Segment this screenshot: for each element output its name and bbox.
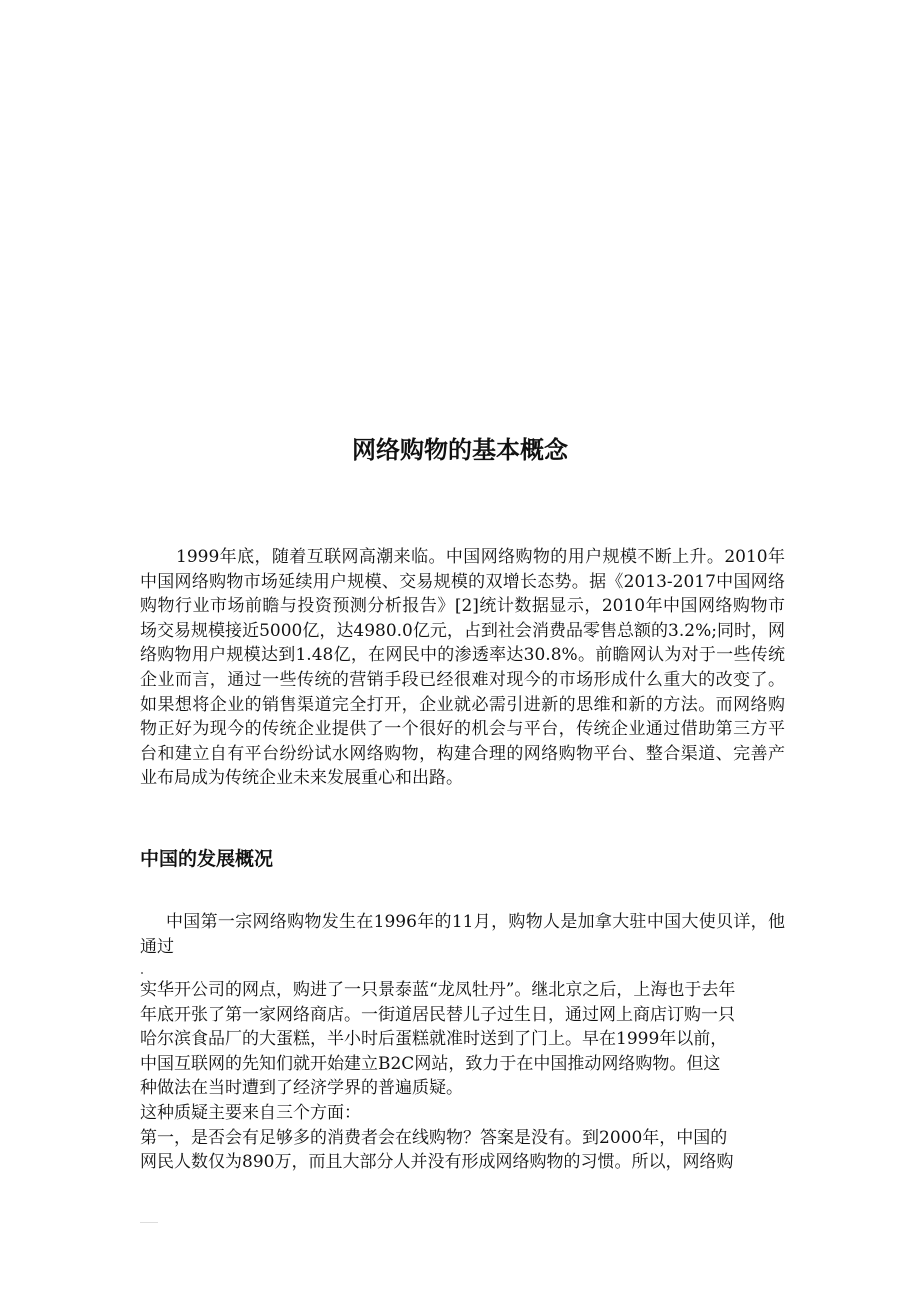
text-line: 第一，是否会有足够多的消费者会在线购物？答案是没有。到2000年，中国的 bbox=[140, 1127, 728, 1148]
text-line: 这种质疑主要来自三个方面： bbox=[140, 1102, 361, 1123]
section-heading: 中国的发展概况 bbox=[140, 848, 274, 870]
text-marker bbox=[141, 972, 143, 974]
section-paragraph-1: 中国第一宗网络购物发生在1996年的11月，购物人是加拿大驻中国大使贝详，他通过 bbox=[140, 912, 785, 957]
text-line: 实华开公司的网点，购进了一只景泰蓝“龙凤牡丹”。继北京之后，上海也于去年 bbox=[140, 980, 736, 1000]
section-paragraph-2 bbox=[140, 978, 785, 1175]
document-title: 网络购物的基本概念 bbox=[352, 436, 568, 464]
text-line: 中国互联网的先知们就开始建立B2C网站，致力于在中国推动网络购物。但这 bbox=[140, 1053, 721, 1074]
text-line: 网民人数仅为890万，而且大部分人并没有形成网络购物的习惯。所以，网络购 bbox=[140, 1152, 734, 1173]
text-line: 哈尔滨食品厂的大蛋糕，半小时后蛋糕就准时送到了门上。早在1999年以前， bbox=[140, 1029, 728, 1050]
text-line: 种做法在当时遭到了经济学界的普遍质疑。 bbox=[140, 1078, 463, 1099]
footer-divider bbox=[140, 1222, 158, 1223]
text-line: 年底开张了第一家网络商店。一街道居民替儿子过生日，通过网上商店订购一只 bbox=[140, 1004, 735, 1025]
intro-paragraph: 1999年底，随着互联网高潮来临。中国网络购物的用户规模不断上升。2010年中国网络购物市场延续用户规模、交易规模的双增长态势。据《2013-2017中国网络购物行业市场前瞻与投资预测分析报告》[2]统计数据显示，2010年中国网络购物市场交易规模接近5000亿，达4980.0亿元，占到社会消费品零售总额的3.2%;同时，网络购物用户规模达到1.48亿，在网民中的渗透率达30.8%。前瞻网认为对于一些传统企业而言，通过一些传统的营销手段已经很难对现今的市场形成什么重大的改变了。如果想将企业的销售渠道完全打开，企业就必需引进新的思维和新的方法。而网络购物正好为现今的传统企业提供了一个很好的机会与平台，传统企业通过借助第三方平台和建立自有平台纷纷试水网络购物，构建合理的网络购物平台、整合渠道、完善产业布局成为传统企业未来发展重心和出路。 bbox=[140, 547, 785, 789]
